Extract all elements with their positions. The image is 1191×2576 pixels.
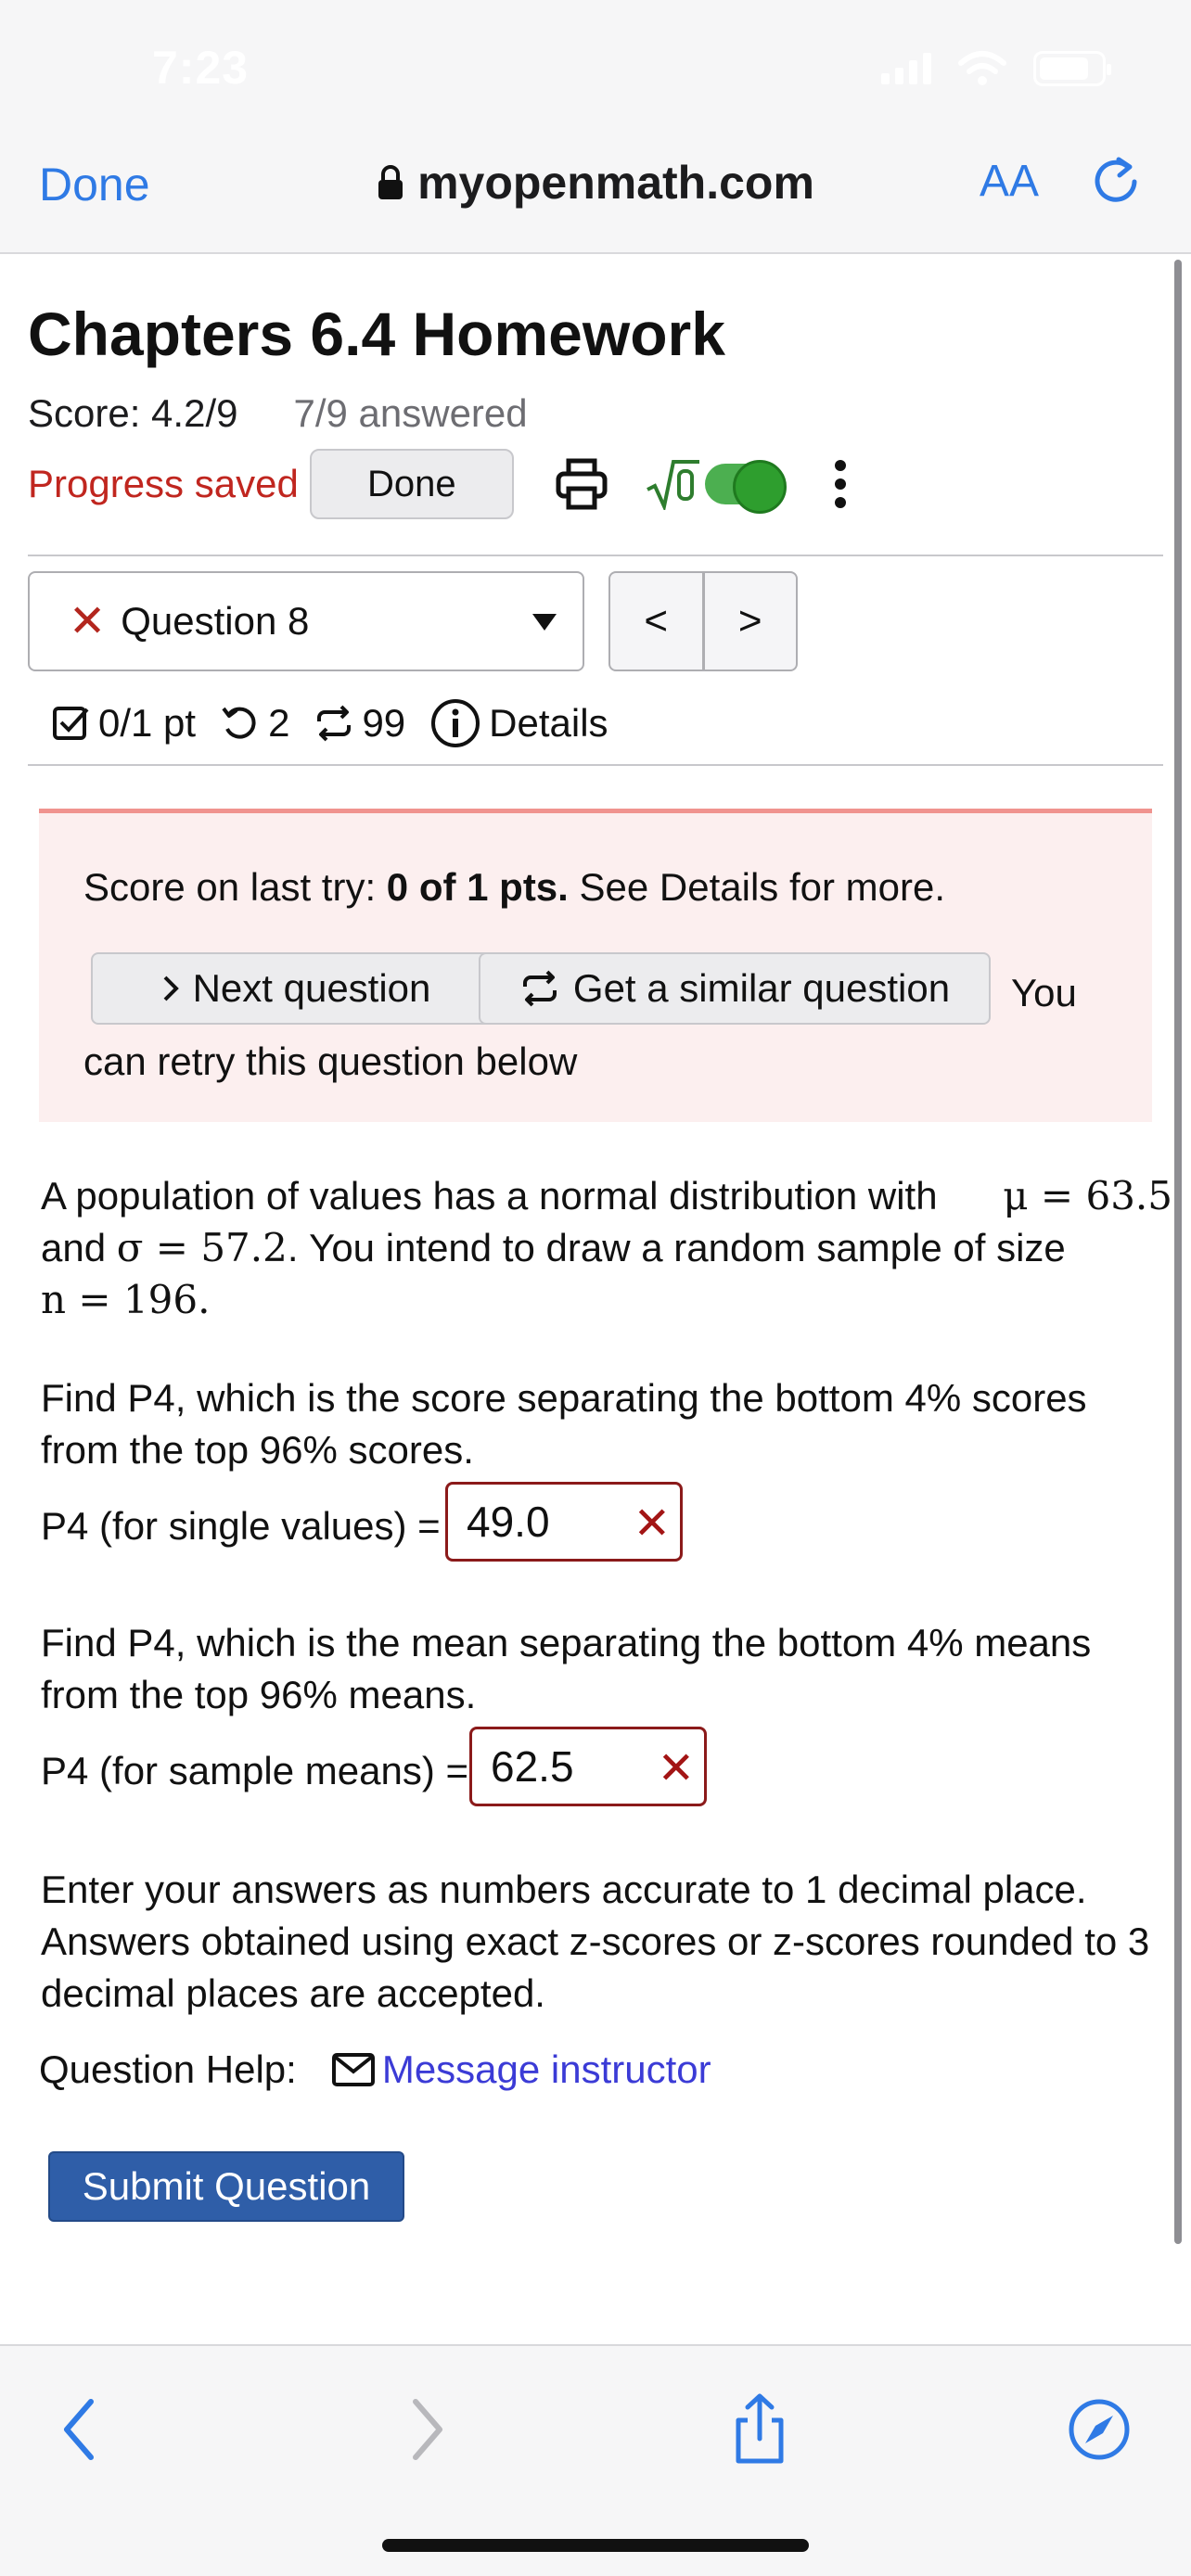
sigma-value: σ = 57.2 <box>116 1225 288 1270</box>
submit-question-button[interactable]: Submit Question <box>48 2151 404 2222</box>
compass-icon[interactable] <box>1067 2392 1132 2467</box>
print-icon[interactable] <box>555 457 608 511</box>
home-indicator <box>382 2539 809 2552</box>
progress-saved-status: Progress saved <box>28 462 299 505</box>
question-select-label: Question 8 <box>121 599 310 643</box>
question-meta <box>52 697 633 749</box>
reload-icon[interactable] <box>1091 154 1143 210</box>
divider <box>28 764 1163 766</box>
cellular-signal-icon <box>881 53 931 84</box>
similar-question-button[interactable]: Get a similar question <box>479 952 991 1025</box>
part2-prompt: Find P4, which is the mean separating the bottom 4% means from the top 96% means. <box>41 1621 1092 1716</box>
versions-indicator: 99 <box>314 701 405 746</box>
done-button[interactable]: Done <box>310 449 514 519</box>
answer-input-single[interactable]: 49.0 ✕ <box>445 1482 683 1562</box>
page-title: Chapters 6.4 Homework <box>28 300 725 368</box>
math-entry-toggle[interactable] <box>646 458 785 510</box>
repeat-icon <box>314 703 354 744</box>
repeat-icon <box>519 968 560 1009</box>
checkbox-icon <box>52 704 91 743</box>
forward-icon <box>393 2392 458 2467</box>
status-icons <box>881 50 1106 87</box>
incorrect-icon: ✕ <box>69 597 107 646</box>
retry-text-start: You <box>1011 971 1077 1014</box>
part2-label: P4 (for sample means) = <box>41 1749 469 1792</box>
answered-count: 7/9 answered <box>293 391 528 435</box>
score-text: Score: 4.2/9 <box>28 391 238 435</box>
browser-top-bar <box>0 0 1191 254</box>
back-icon[interactable] <box>48 2392 113 2467</box>
status-time: 7:23 <box>152 42 250 94</box>
last-try-points: 0 of 1 pts. <box>386 865 569 909</box>
question-pager <box>608 571 798 671</box>
share-icon[interactable] <box>727 2392 792 2467</box>
page-scrollbar[interactable] <box>1174 260 1182 2244</box>
lock-icon <box>377 164 404 201</box>
incorrect-icon: ✕ <box>657 1744 695 1793</box>
feedback-panel <box>39 809 1152 1122</box>
problem-statement: A population of values has a normal distribution with μ = 63.5 and σ = 57.2. You intend to draw a random sample of size n = 196. <box>41 1170 1172 1326</box>
text-size-button[interactable]: AA <box>980 157 1040 206</box>
battery-icon <box>1033 51 1106 86</box>
retry-icon <box>220 703 261 744</box>
next-question-button[interactable]: Next question <box>91 952 501 1025</box>
next-question-arrow-button[interactable]: > <box>737 598 762 644</box>
question-help: Question Help: Message instructor <box>39 2047 711 2091</box>
retry-text: can retry this question below <box>83 1039 578 1083</box>
divider <box>28 555 1163 556</box>
chevron-right-icon <box>161 975 180 1002</box>
url-text: myopenmath.com <box>417 157 814 209</box>
toggle-switch[interactable] <box>705 464 785 504</box>
info-icon <box>429 697 481 749</box>
previous-question-button[interactable]: < <box>610 573 705 670</box>
last-try-score: Score on last try: 0 of 1 pts. See Details for more. <box>83 865 946 909</box>
part1-prompt: Find P4, which is the score separating the bottom 4% scores from the top 96% scores. <box>41 1376 1087 1472</box>
chevron-down-icon <box>532 614 557 631</box>
mail-icon <box>332 2053 375 2086</box>
toolbar-row <box>28 449 846 519</box>
mu-value: μ = 63.5 <box>1003 1173 1172 1218</box>
message-instructor-link[interactable]: Message instructor <box>381 2047 711 2091</box>
answer-instructions: Enter your answers as numbers accurate to 1 decimal place. Answers obtained using exact z-scores or z-scores rounded to 3 decimal places are accepted. <box>41 1868 1150 2015</box>
details-button[interactable]: Details <box>429 697 608 749</box>
part1-label: P4 (for single values) = <box>41 1504 441 1548</box>
points-indicator: 0/1 pt <box>52 701 196 746</box>
retries-indicator: 2 <box>220 701 289 746</box>
wifi-icon <box>957 50 1007 87</box>
sample-size: n = 196. <box>41 1277 211 1322</box>
score-row <box>28 391 528 436</box>
answer-input-means[interactable]: 62.5 ✕ <box>469 1727 707 1806</box>
more-options-icon[interactable] <box>835 460 846 508</box>
browser-done-button[interactable]: Done <box>39 159 150 210</box>
incorrect-icon: ✕ <box>633 1499 671 1549</box>
sqrt-icon <box>646 458 701 510</box>
question-select[interactable] <box>28 571 584 671</box>
